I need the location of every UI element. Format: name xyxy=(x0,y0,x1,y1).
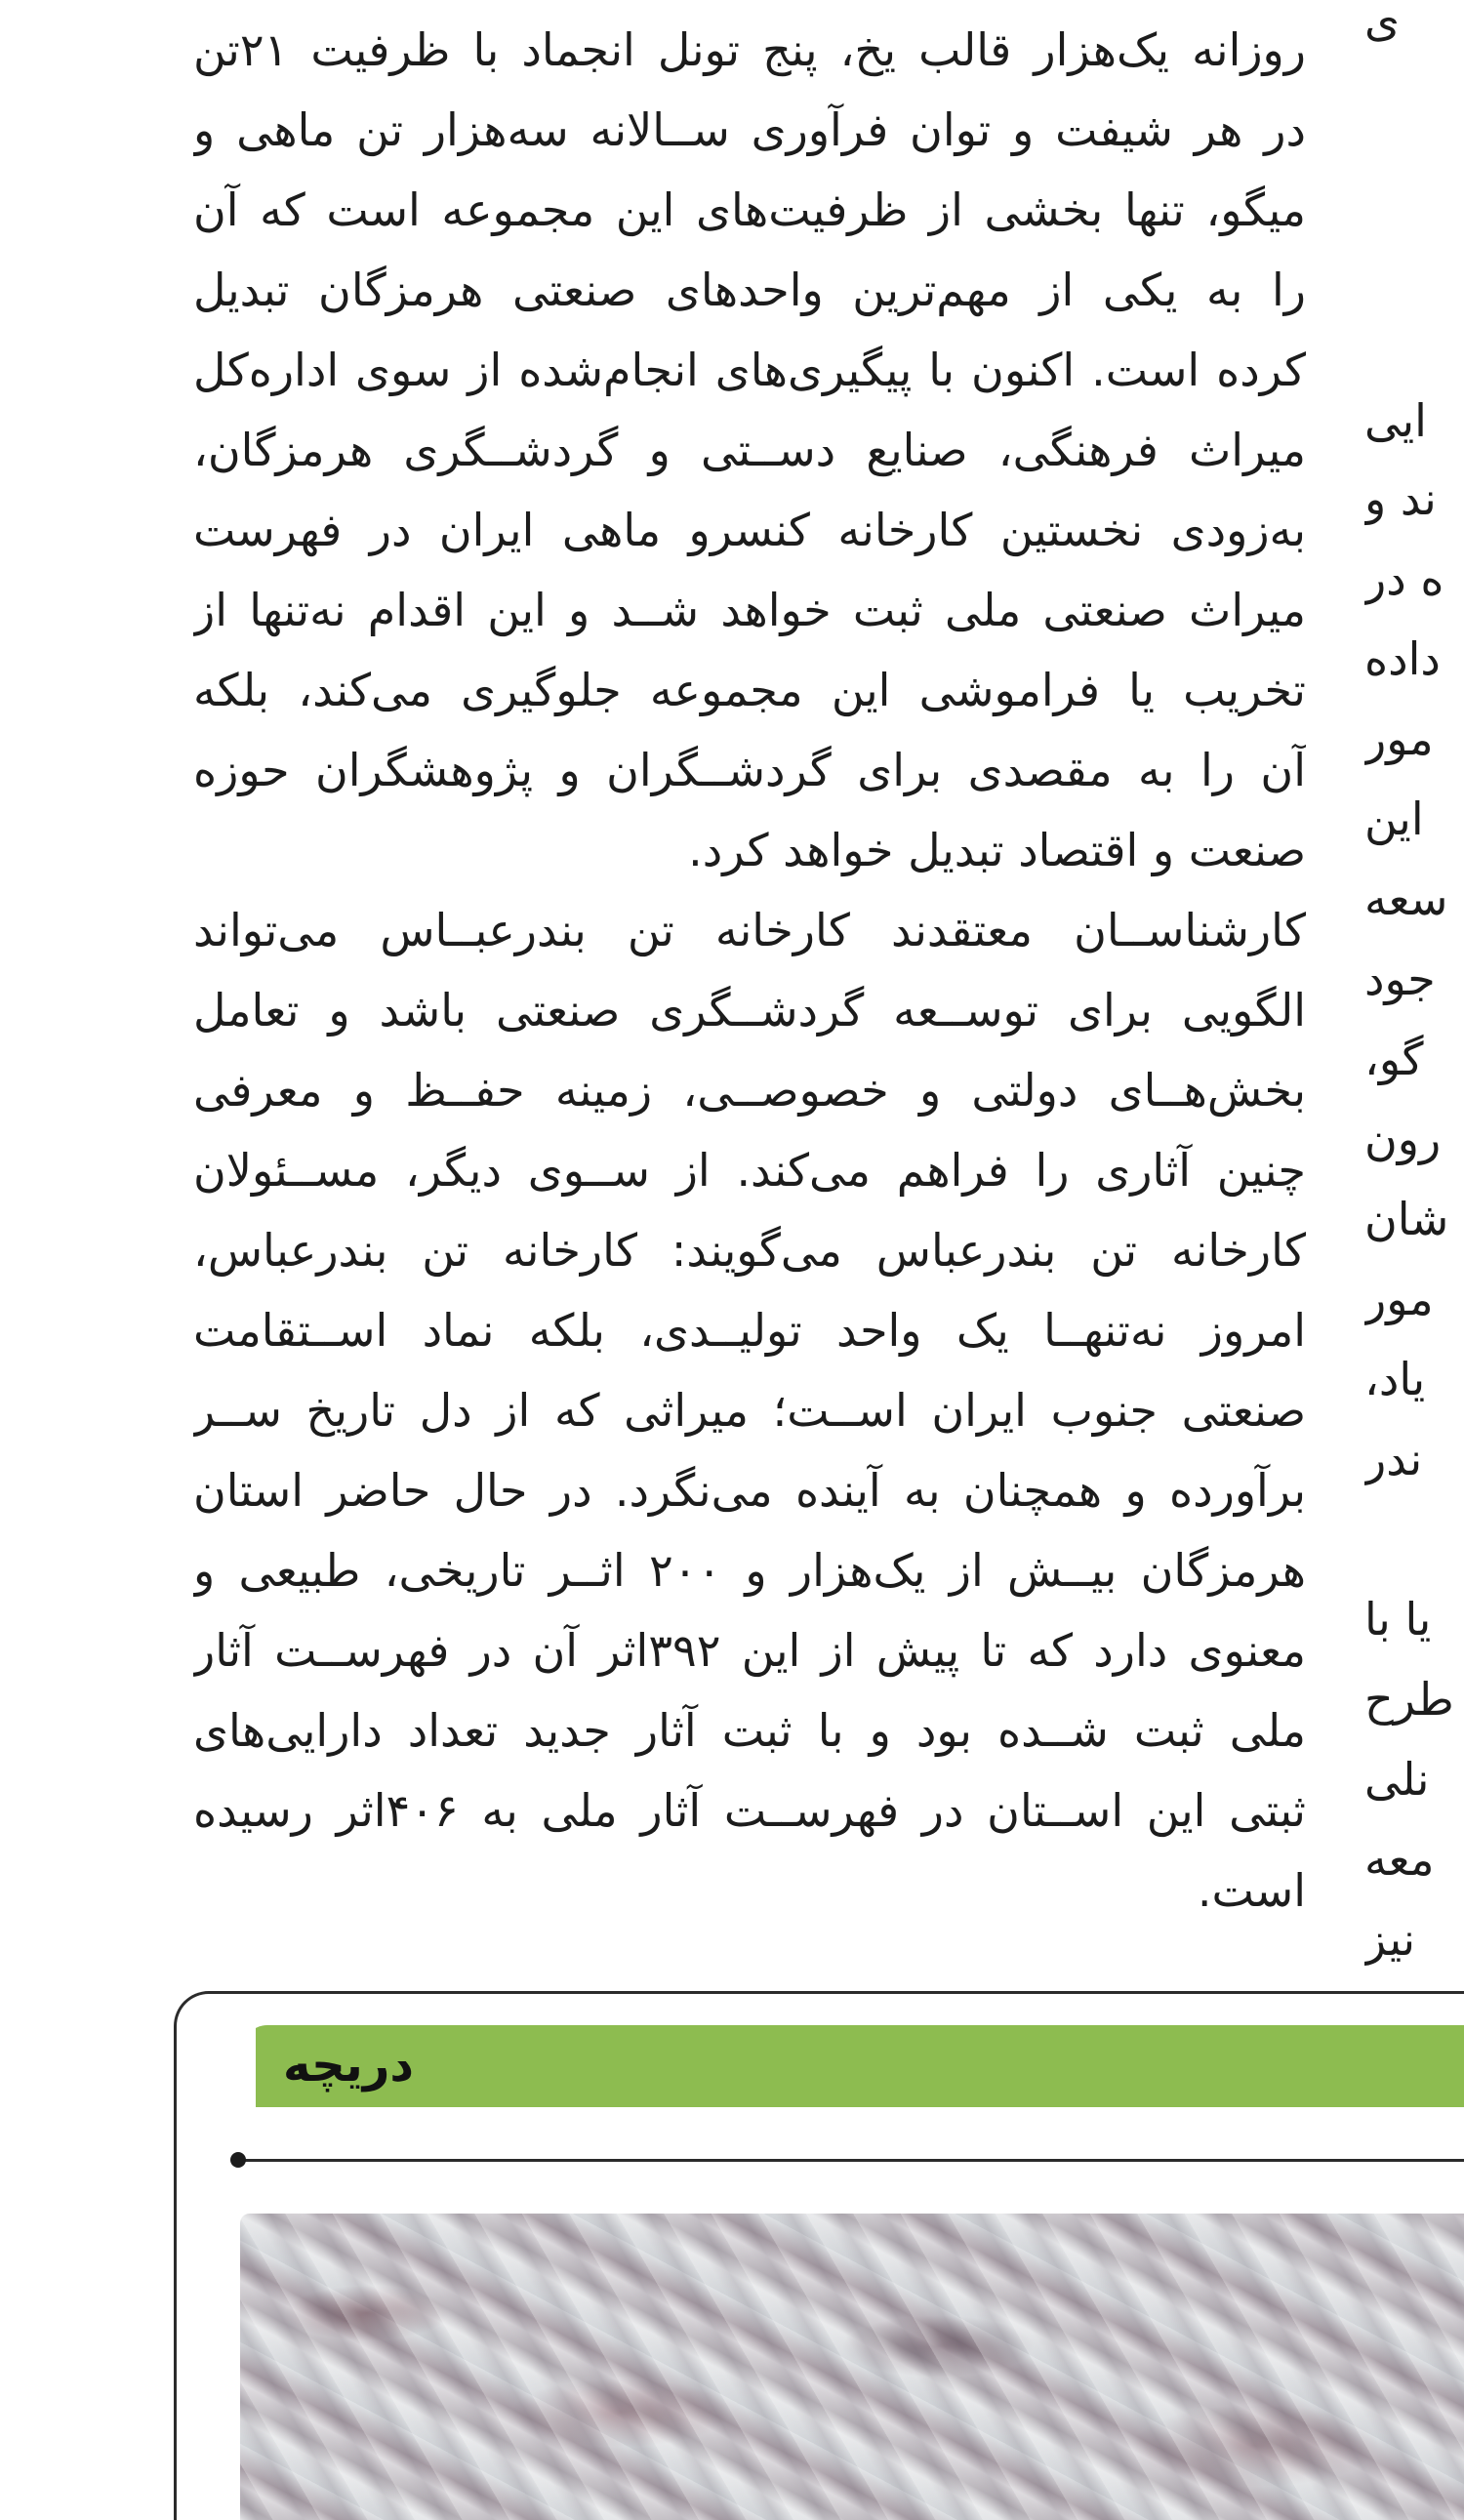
article-line: کرده است. اکنون با پیگیری‌های انجام‌شده از سوی اداره‌کل xyxy=(193,344,1306,396)
column-fragment: ندر xyxy=(1364,1433,1423,1485)
column-fragment: رون xyxy=(1364,1113,1442,1165)
column-fragment: داده xyxy=(1364,632,1441,685)
article-line: است. xyxy=(1197,1864,1306,1917)
article-line: میگو، تنها بخشی از ظرفیت‌های این مجموعه است که آن xyxy=(193,183,1306,236)
article-line: روزانه یک‌هزار قالب یخ، پنج تونل انجماد با ظرفیت ۲۱تن xyxy=(193,23,1306,76)
column-fragment: طرح xyxy=(1364,1673,1454,1726)
column-fragment: ند و xyxy=(1364,472,1437,525)
article-line: کارشناســان معتقدند کارخانه تن بندرعبــاس می‌تواند xyxy=(193,904,1306,956)
column-fragment: ی xyxy=(1364,0,1401,47)
article-column xyxy=(193,0,1306,1931)
column-fragment: معه xyxy=(1364,1833,1435,1886)
column-fragment: یاد، xyxy=(1364,1353,1426,1405)
box-header-bar xyxy=(242,2025,1464,2107)
article-line: میراث صنعتی ملی ثبت خواهد شــد و این اقدام نه‌تنها از xyxy=(193,584,1306,636)
article-line: آن را به مقصدی برای گردشــگران و پژوهشگران حوزه xyxy=(193,744,1306,796)
article-line: صنعت و اقتصاد تبدیل خواهد کرد. xyxy=(688,824,1306,876)
fish-catch-photo xyxy=(240,2214,1464,2520)
article-line: ملی ثبت شــده بود و با ثبت آثار جدید تعداد دارایی‌های xyxy=(193,1704,1306,1757)
article-line: هرمزگان بیــش از یک‌هزار و ۲۰۰ اثــر تاریخی، طبیعی و xyxy=(193,1544,1306,1597)
article-line: به‌زودی نخستین کارخانه کنسرو ماهی ایران در فهرست xyxy=(193,504,1306,556)
article-line-clipped xyxy=(193,0,1306,10)
article-line: را به یکی از مهم‌ترین واحدهای صنعتی هرمزگان تبدیل xyxy=(193,264,1306,316)
article-line: الگویی برای توســعه گردشــگری صنعتی باشد و تعامل xyxy=(193,984,1306,1036)
column-fragment: سعه xyxy=(1364,873,1448,925)
column-fragment: مور xyxy=(1364,1273,1434,1325)
article-line: معنوی دارد که تا پیش از این ۳۹۲اثر آن در فهرســت آثار xyxy=(193,1624,1306,1677)
column-fragment: نلی xyxy=(1364,1753,1430,1806)
article-line: کارخانه تن بندرعباس می‌گویند: کارخانه تن بندرعباس، xyxy=(193,1224,1306,1277)
box-title: دریچه xyxy=(283,2038,414,2093)
article-line: برآورده و همچنان به آینده می‌نگرد. در حال حاضر استان xyxy=(193,1464,1306,1517)
article-line: چنین آثاری را فراهم می‌کند. از ســوی دیگر، مســئولان xyxy=(193,1144,1306,1197)
article-line: در هر شیفت و توان فرآوری ســالانه سه‌هزار تن ماهی و xyxy=(193,103,1306,156)
article-line: صنعتی جنوب ایران اســت؛ میراثی که از دل تاریخ ســر xyxy=(193,1384,1306,1437)
column-fragment: ه در xyxy=(1364,552,1444,605)
article-line: بخش‌هــای دولتی و خصوصــی، زمینه حفــظ و معرفی xyxy=(193,1064,1306,1117)
article-line: میراث فرهنگی، صنایع دســتی و گردشــگری هرمزگان، xyxy=(193,424,1306,476)
column-fragment: مور xyxy=(1364,712,1434,765)
column-fragment: نیز xyxy=(1364,1913,1416,1966)
column-fragment: گو، xyxy=(1364,1033,1424,1085)
column-fragment: یا با xyxy=(1364,1593,1432,1646)
column-fragment: شان xyxy=(1364,1193,1449,1245)
article-line: ثبتی این اســتان در فهرســت آثار ملی به ۴۰۶اثر رسیده xyxy=(193,1784,1306,1837)
column-fragment: جود xyxy=(1364,953,1436,1005)
column-fragment: این xyxy=(1364,793,1424,845)
article-line: تخریب یا فراموشی این مجموعه جلوگیری می‌کند، بلکه xyxy=(193,664,1306,716)
box-header-notch xyxy=(242,2025,256,2107)
box-divider xyxy=(238,2159,1464,2162)
article-line: امروز نه‌تنهــا یک واحد تولیــدی، بلکه نماد اســتقامت xyxy=(193,1304,1306,1357)
divider-dot-icon xyxy=(230,2152,246,2168)
column-fragment: ایی xyxy=(1364,394,1427,447)
